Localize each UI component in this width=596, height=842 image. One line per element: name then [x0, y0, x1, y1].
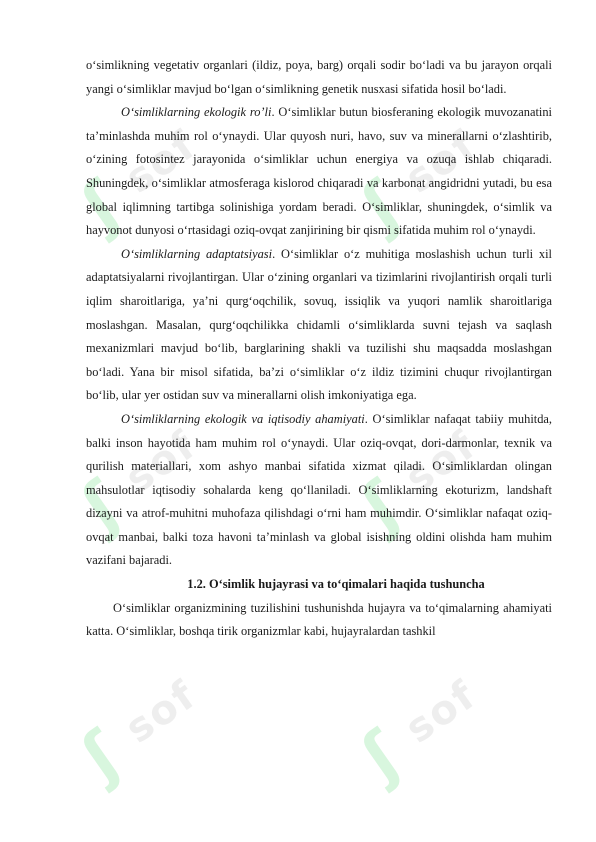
watermark-text: sof: [397, 121, 485, 203]
watermark-symbol: ʃ: [69, 468, 134, 545]
watermark-text: sof: [397, 421, 485, 503]
watermark-logo: [342, 637, 528, 813]
paragraph-term: O‘simliklarning ekologik ro’li: [121, 105, 272, 120]
watermark-text: sof: [117, 671, 205, 753]
watermark-symbol: ʃ: [349, 718, 414, 795]
watermark-symbol: ʃ: [349, 168, 414, 245]
paragraph-text: . O‘simliklar butun biosferaning ekologik muvozanatini ta’minlashda muhim rol o‘ynaydi. Ular quyosh nuri, havo, suv va minerallarni o‘zlashtirib, o‘zining fotosintez jarayonida o‘simliklar uchun energiya va ozuqa ishlab chiqaradi. Shuningdek, o‘simliklar atmosferaga kislorod chiqaradi va karbonat angidridni yutadi, bu esa global iqlimning tartibga solinishiga yordam beradi. O‘simliklar, shuningdek, o‘simlik va hayvonot dunyosi o‘rtasidagi oziq-ovqat zanjirining bir qismi sifatida muhim rol o‘ynaydi.: [86, 105, 552, 238]
paragraph-continuation: o‘simlikning vegetativ organlari (ildiz, poya, barg) orqali sodir bo‘ladi va bu jarayon orqali yangi o‘simliklar mavjud bo‘lgan o‘simlikning genetik nusxasi sifatida hosil bo‘ladi.: [86, 58, 552, 96]
paragraph-adaptation: [86, 243, 552, 408]
paragraph-ecological-role: [86, 101, 552, 243]
watermark-text: sof: [117, 121, 205, 203]
section-heading: 1.2. O‘simlik hujayrasi va to‘qimalari haqida tushuncha: [187, 577, 485, 592]
watermark-logo: [62, 637, 248, 813]
watermark-symbol: ʃ: [69, 168, 134, 245]
paragraph-text: . O‘simliklar nafaqat tabiiy muhitda, balki inson hayotida ham muhim rol o‘ynaydi. Ular oziq-ovqat, dori-darmonlar, texnik va qurilish materiallari, xom ashyo manbai sifatida xizmat qiladi. O‘simliklardan olingan mahsulotlar iqtisodiy sohalarda keng qo‘llaniladi. O‘simliklarning ekoturizm, landshaft dizayni va atrof-muhitni muhofaza qilishdagi o‘rni ham muhimdir. O‘simliklar nafaqat oziq-ovqat manbai, balki toza havoni ta’minlash va global isishning oldini olishda ham muhim vazifani bajaradi.: [86, 411, 553, 568]
watermark-text: sof: [117, 421, 205, 503]
paragraph-economic-importance: [86, 408, 552, 573]
paragraph-text: . O‘simliklar o‘z muhitiga moslashish uchun turli xil adaptatsiyalarni rivojlantirgan. Ular o‘zining organlari va tizimlarini rivojlantirish orqali turli iqlim sharoitlariga, ya’ni qurg‘oqchilik, sovuq, issiqlik va yuqori namlik sharoitlariga moslashgan. Masalan, qurg‘oqchilikka chidamli o‘simliklarda suvni tejash va saqlash mexanizmlari mavjud bo‘lib, barglarining shakli va tuzilishi shu maqsadda moslashgan bo‘ladi. Yana bir misol sifatida, ba’zi o‘simliklar o‘z ildiz tizimini chuqur rivojlantirgan bo‘lib, ular yer ostidan suv va minerallarni olish imkoniyatiga ega.: [86, 246, 552, 403]
document-body: [86, 54, 552, 644]
paragraph-term: O‘simliklarning ekologik va iqtisodiy ahamiyati: [121, 411, 365, 426]
paragraph-cell-tissue: O‘simliklar organizmining tuzilishini tushunishda hujayra va to‘qimalarning ahamiyati katta. O‘simliklar, boshqa tirik organizmlar kabi, hujayralardan tashkil: [86, 600, 552, 639]
watermark-text: sof: [397, 671, 485, 753]
watermark-symbol: ʃ: [349, 468, 414, 545]
paragraph-term: O‘simliklarning adaptatsiyasi: [121, 246, 273, 261]
watermark-symbol: ʃ: [69, 718, 134, 795]
